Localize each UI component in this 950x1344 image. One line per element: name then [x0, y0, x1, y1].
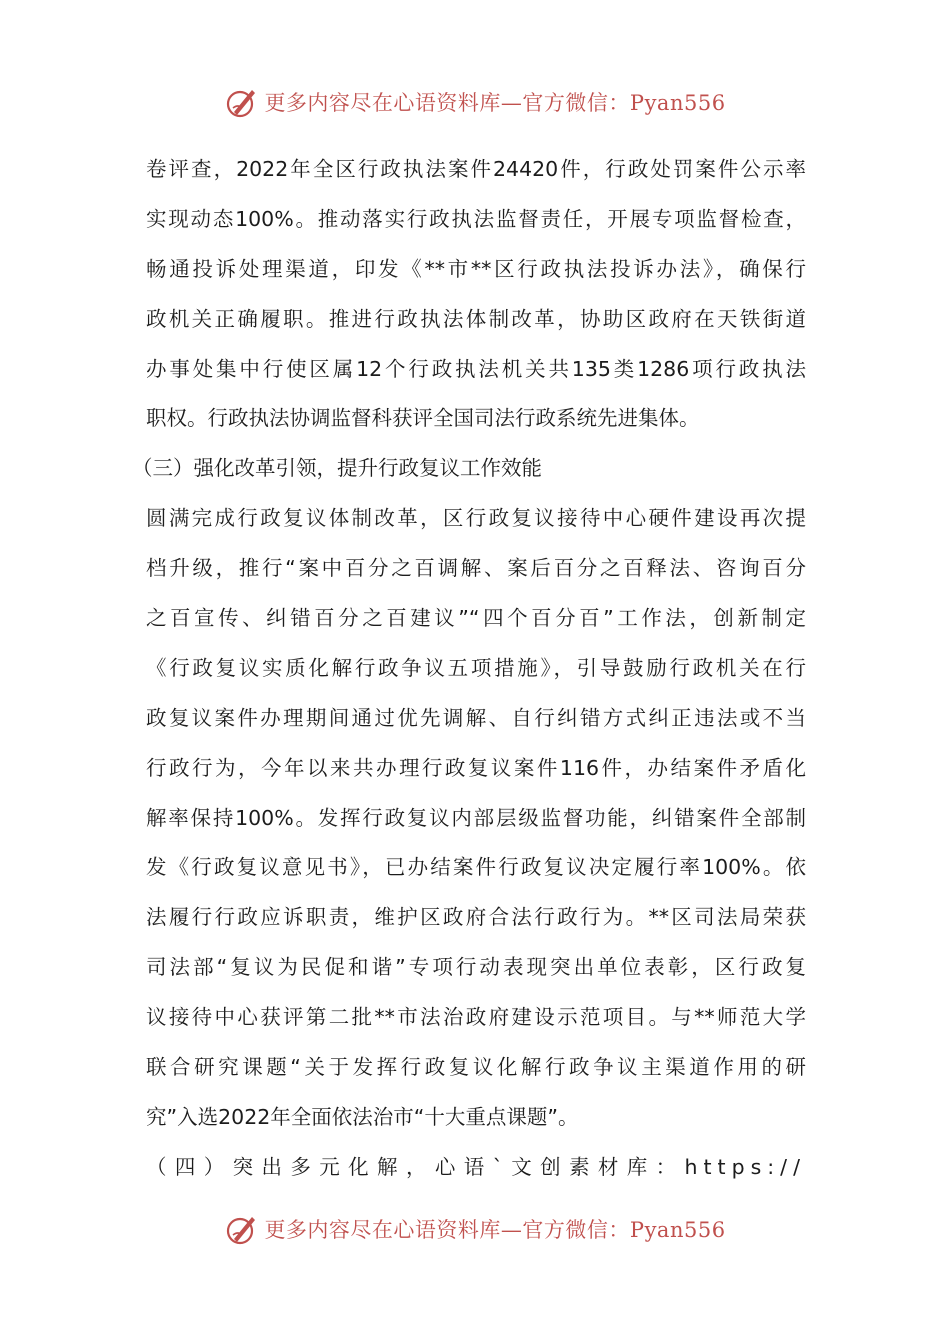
- paragraph-line: 之百宣传、纠错百分之百建议”“四个百分百”工作法，创新制定: [146, 606, 806, 631]
- paragraph-line: 实现动态100%。推动落实行政执法监督责任，开展专项监督检查，: [146, 206, 806, 231]
- paragraph-line: 究”入选2022年全面依法治市“十大重点课题”。: [146, 1104, 579, 1129]
- paragraph-line: 办事处集中行使区属12个行政执法机关共135类1286项行政执法: [146, 356, 806, 381]
- header-banner: [0, 80, 950, 124]
- section-heading-partial: （四）突出多元化解，心语`文创素材库：https://: [146, 1154, 806, 1179]
- footer-banner-text: 更多内容尽在心语资料库—官方微信：Pyan556: [264, 1218, 726, 1242]
- paragraph-line: 《行政复议实质化解行政争议五项措施》，引导鼓励行政机关在行: [146, 655, 806, 680]
- paragraph-line: 卷评查，2022年全区行政执法案件24420件，行政处罚案件公示率: [146, 157, 806, 181]
- paragraph-line: 档升级，推行“案中百分之百调解、案后百分之百释法、咨询百分: [146, 556, 806, 581]
- pen-logo-icon: [224, 84, 260, 120]
- header-banner-text: 更多内容尽在心语资料库—官方微信：Pyan556: [264, 91, 726, 115]
- section-heading: （三）强化改革引领，提升行政复议工作效能: [132, 456, 542, 481]
- paragraph-line: 发《行政复议意见书》，已办结案件行政复议决定履行率100%。依: [146, 855, 806, 880]
- paragraph-line: 行政行为，今年以来共办理行政复议案件116件，办结案件矛盾化: [146, 755, 806, 780]
- document-body: [132, 145, 806, 1193]
- paragraph-line: 联合研究课题“关于发挥行政复议化解行政争议主渠道作用的研: [146, 1055, 806, 1080]
- paragraph-line: 政复议案件办理期间通过优先调解、自行纠错方式纠正违法或不当: [146, 705, 806, 730]
- paragraph-line: 法履行行政应诉职责，维护区政府合法行政行为。**区司法局荣获: [146, 905, 806, 930]
- footer-banner: [0, 1207, 950, 1251]
- paragraph-line: 圆满完成行政复议体制改革，区行政复议接待中心硬件建设再次提: [146, 506, 806, 531]
- paragraph-line: 司法部“复议为民促和谐”专项行动表现突出单位表彰，区行政复: [146, 955, 806, 980]
- paragraph-line: 议接待中心获评第二批**市法治政府建设示范项目。与**师范大学: [146, 1005, 806, 1030]
- paragraph-line: 职权。行政执法协调监督科获评全国司法行政系统先进集体。: [146, 406, 700, 431]
- pen-logo-icon: [224, 1211, 260, 1247]
- paragraph-line: 解率保持100%。发挥行政复议内部层级监督功能，纠错案件全部制: [146, 805, 806, 830]
- paragraph-line: 政机关正确履职。推进行政执法体制改革，协助区政府在天铁街道: [146, 306, 806, 331]
- paragraph-line: 畅通投诉处理渠道，印发《**市**区行政执法投诉办法》，确保行: [146, 256, 806, 281]
